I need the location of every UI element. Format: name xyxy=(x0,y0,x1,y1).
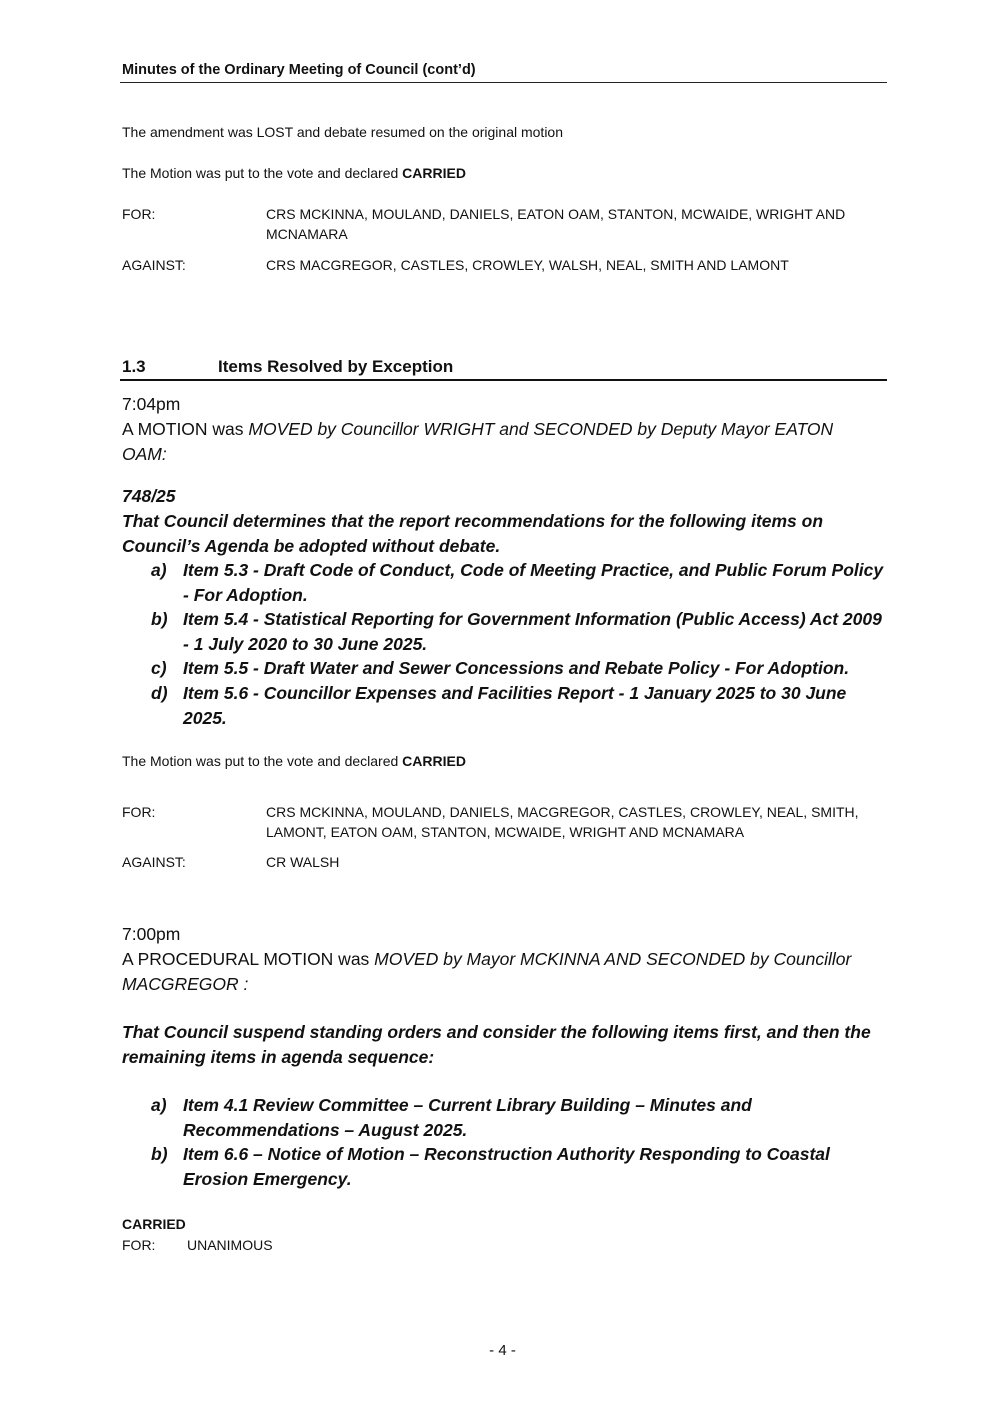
for-label: FOR: xyxy=(122,1237,156,1253)
for-label: FOR: xyxy=(122,206,156,222)
against-label: AGAINST: xyxy=(122,257,186,273)
section-title: Items Resolved by Exception xyxy=(218,357,454,376)
page-number: - 4 - xyxy=(489,1342,516,1359)
list-item xyxy=(122,558,892,607)
vote-result: CARRIED xyxy=(402,165,466,181)
list-item xyxy=(122,607,892,656)
item-text: Item 5.3 - Draft Code of Conduct, Code of Meeting Practice, and Public Forum Policy - For Adoption. xyxy=(183,560,884,605)
item-marker: a) xyxy=(151,560,167,580)
procedural-resolution-text: That Council suspend standing orders and consider the following items first, and then the remaining items in agenda sequence: xyxy=(122,1022,871,1067)
item-marker: a) xyxy=(151,1095,167,1115)
section-number: 1.3 xyxy=(122,357,146,376)
motion-time: 7:00pm xyxy=(122,924,181,944)
item-marker: d) xyxy=(151,682,168,703)
for-value: UNANIMOUS xyxy=(187,1237,273,1253)
against-names: CR WALSH xyxy=(266,854,340,870)
motion-intro-text: A MOTION was xyxy=(122,419,249,439)
motion-intro xyxy=(122,417,862,467)
against-names: CRS MACGREGOR, CASTLES, CROWLEY, WALSH, NEAL, SMITH AND LAMONT xyxy=(266,257,789,273)
item-text: Item 5.6 - Councillor Expenses and Facilities Report - 1 January 2025 to 30 June 2025. xyxy=(183,682,847,728)
vote-statement-text: The Motion was put to the vote and declared xyxy=(122,165,403,181)
amendment-statement: The amendment was LOST and debate resumed on the original motion xyxy=(122,124,563,140)
resolution-text: That Council determines that the report recommendations for the following items on Council’s Agenda be adopted without debate. xyxy=(122,511,824,556)
motion-vote-statement xyxy=(122,751,466,771)
procedural-result: CARRIED xyxy=(122,1216,186,1232)
procedural-item-list xyxy=(122,1093,892,1191)
item-marker: b) xyxy=(151,1144,168,1165)
motion-mover: MOVED by Mayor MCKINNA AND SECONDED by Councillor MACGREGOR : xyxy=(122,949,852,994)
for-names: CRS MCKINNA, MOULAND, DANIELS, EATON OAM, STANTON, MCWAIDE, WRIGHT AND MCNAMARA xyxy=(266,206,846,242)
list-item xyxy=(122,681,892,730)
item-marker: b) xyxy=(151,609,168,630)
motion-vote-statement xyxy=(122,163,466,183)
section-divider xyxy=(120,379,887,381)
list-item xyxy=(122,1093,892,1142)
item-marker: c) xyxy=(151,658,167,679)
for-label: FOR: xyxy=(122,804,156,820)
item-text: Item 5.5 - Draft Water and Sewer Concessions and Rebate Policy - For Adoption. xyxy=(183,658,850,679)
motion-intro-text: A PROCEDURAL MOTION was xyxy=(122,949,375,969)
list-item xyxy=(122,1142,892,1191)
for-names: CRS MCKINNA, MOULAND, DANIELS, MACGREGOR, CASTLES, CROWLEY, NEAL, SMITH, LAMONT, EATON OAM, STANTON, MCWAIDE, WRIGHT AND MCNAMARA xyxy=(266,804,859,840)
motion-intro xyxy=(122,947,882,997)
motion-time: 7:04pm xyxy=(122,394,181,414)
list-item xyxy=(122,656,892,681)
item-text: Item 6.6 – Notice of Motion – Reconstruction Authority Responding to Coastal Erosion Emergency. xyxy=(183,1144,830,1189)
vote-result: CARRIED xyxy=(402,753,466,769)
vote-statement-text: The Motion was put to the vote and declared xyxy=(122,753,403,769)
motion-mover: MOVED by Councillor WRIGHT and SECONDED by Deputy Mayor EATON OAM: xyxy=(122,419,834,464)
item-text: Item 4.1 Review Committee – Current Library Building – Minutes and Recommendations – August 2025. xyxy=(183,1095,752,1140)
against-label: AGAINST: xyxy=(122,854,186,870)
header-divider xyxy=(120,82,887,83)
resolution-number: 748/25 xyxy=(122,486,176,506)
running-header-title: Minutes of the Ordinary Meeting of Council (cont’d) xyxy=(122,62,476,78)
item-text: Item 5.4 - Statistical Reporting for Government Information (Public Access) Act 2009 - 1 July 2020 to 30 June 2025. xyxy=(183,609,882,654)
resolution-item-list xyxy=(122,558,892,730)
